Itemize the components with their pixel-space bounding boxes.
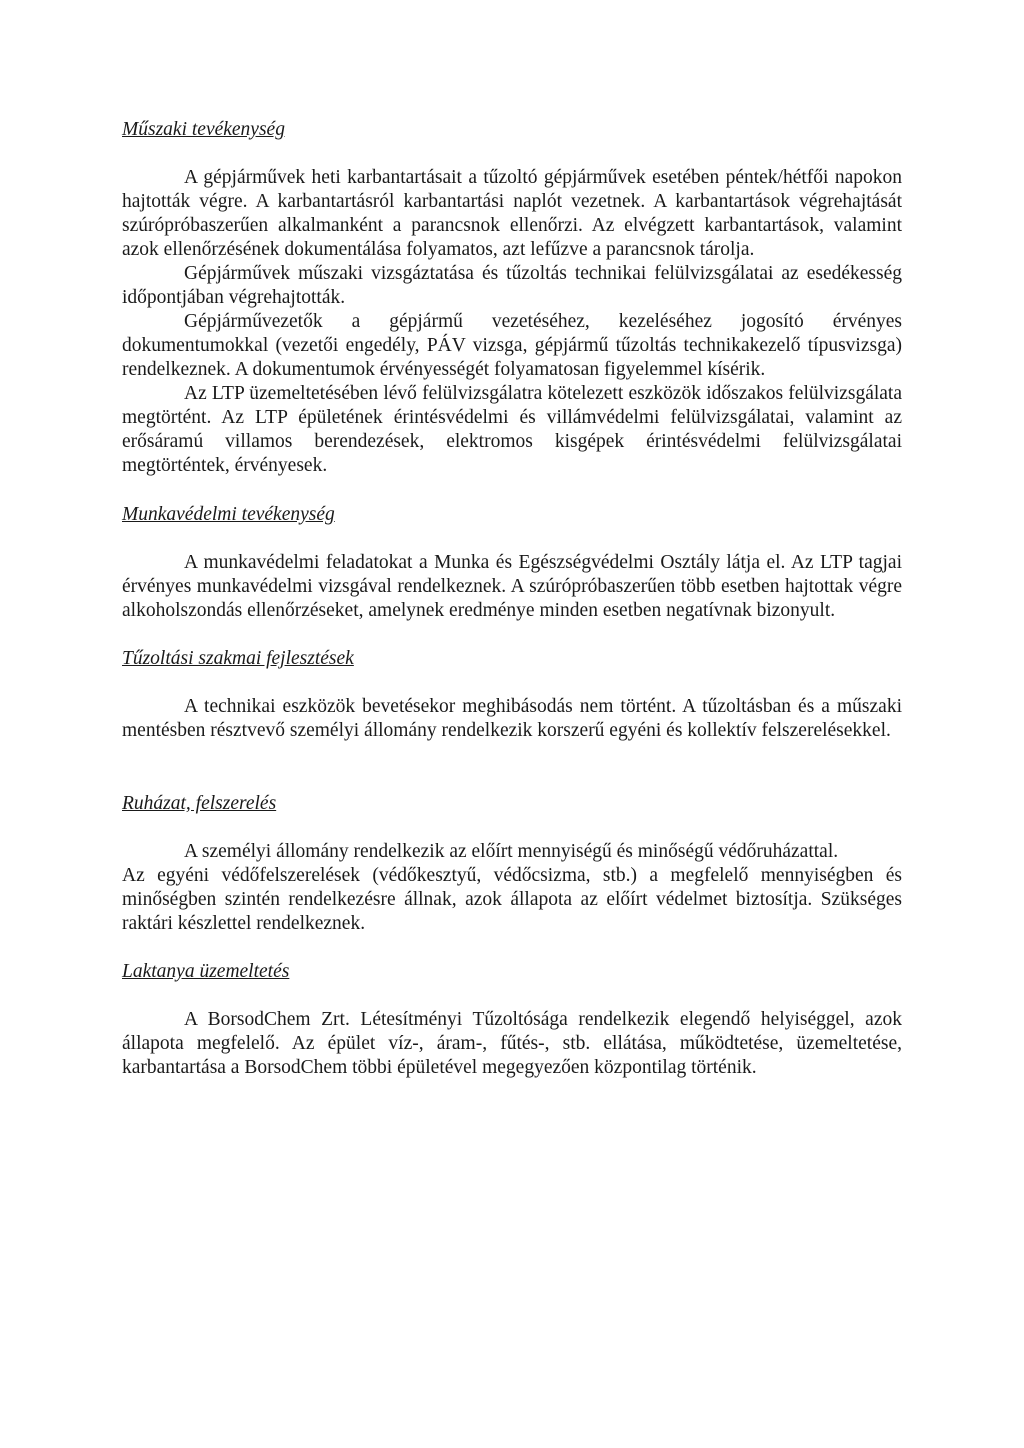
paragraph: A technikai eszközök bevetésekor meghibásodás nem történt. A tűzoltásban és a műszaki mentésben résztvevő személyi állomány rendelkezik korszerű egyéni és kollektív felszerelésekkel. [122, 696, 902, 741]
paragraph: A gépjárművek heti karbantartásait a tűzoltó gépjárművek esetében péntek/hétfői napokon hajtották végre. A karbantartásról karbantartási naplót vezetnek. A karbantartások végrehajtását szúrópróbaszerűen alkalmanként a parancsnok ellenőrzi. Az elvégzett karbantartások, valamint azok ellenőrzésének dokumentálása folyamatos, azt lefűzve a parancsnok tárolja. [122, 167, 902, 260]
paragraph: A BorsodChem Zrt. Létesítményi Tűzoltósága rendelkezik elegendő helyiséggel, azok állapota megfelelő. Az épület víz-, áram-, fűtés-, stb. ellátása, működtetése, üzemeltetése, karbantartása a BorsodChem többi épületével megegyezően központilag történik. [122, 1009, 902, 1078]
section-laktanya-uzemeltetes [122, 960, 902, 1080]
section-heading: Műszaki tevékenység [122, 119, 285, 140]
section-heading: Tűzoltási szakmai fejlesztések [122, 648, 354, 669]
paragraph: A személyi állomány rendelkezik az előírt mennyiségű és minőségű védőruházattal. [184, 841, 839, 862]
section-ruhazat-felszereles [122, 792, 902, 936]
section-heading: Laktanya üzemeltetés [122, 961, 290, 982]
document-page [122, 118, 902, 1080]
section-tuzoltasi-szakmai-fejlesztesek [122, 647, 902, 743]
paragraph: Az egyéni védőfelszerelések (védőkesztyű, védőcsizma, stb.) a megfelelő mennyiségben és minőségben szintén rendelkezésre állnak, azok állapota az előírt védelmet biztosítja. Szükséges raktári készlettel rendelkeznek. [122, 865, 902, 934]
paragraph: Az LTP üzemeltetésében lévő felülvizsgálatra kötelezett eszközök időszakos felülvizsgálata megtörtént. Az LTP épületének érintésvédelmi és villámvédelmi felülvizsgálatai, valamint az erősáramú villamos berendezések, elektromos kisgépek érintésvédelmi felülvizsgálatai megtörténtek, érvényesek. [122, 383, 902, 476]
section-heading: Ruházat, felszerelés [122, 793, 277, 814]
section-munkavedelmi-tevekenyseg [122, 503, 902, 623]
paragraph: Gépjárművezetők a gépjármű vezetéséhez, kezeléséhez jogosító érvényes dokumentumokkal (vezetői engedély, PÁV vizsga, gépjármű tűzoltás technikakezelő típusvizsga) rendelkeznek. A dokumentumok érvényességét folyamatosan figyelemmel kísérik. [122, 311, 902, 380]
section-muszaki-tevekenyseg [122, 118, 902, 478]
paragraph: A munkavédelmi feladatokat a Munka és Egészségvédelmi Osztály látja el. Az LTP tagjai érvényes munkavédelmi vizsgával rendelkeznek. A szúrópróbaszerűen több esetben hajtottak végre alkoholszondás ellenőrzéseket, amelynek eredménye minden esetben negatívnak bizonyult. [122, 552, 902, 621]
paragraph: Gépjárművek műszaki vizsgáztatása és tűzoltás technikai felülvizsgálatai az esedékesség időpontjában végrehajtották. [122, 263, 902, 308]
section-heading: Munkavédelmi tevékenység [122, 504, 335, 525]
